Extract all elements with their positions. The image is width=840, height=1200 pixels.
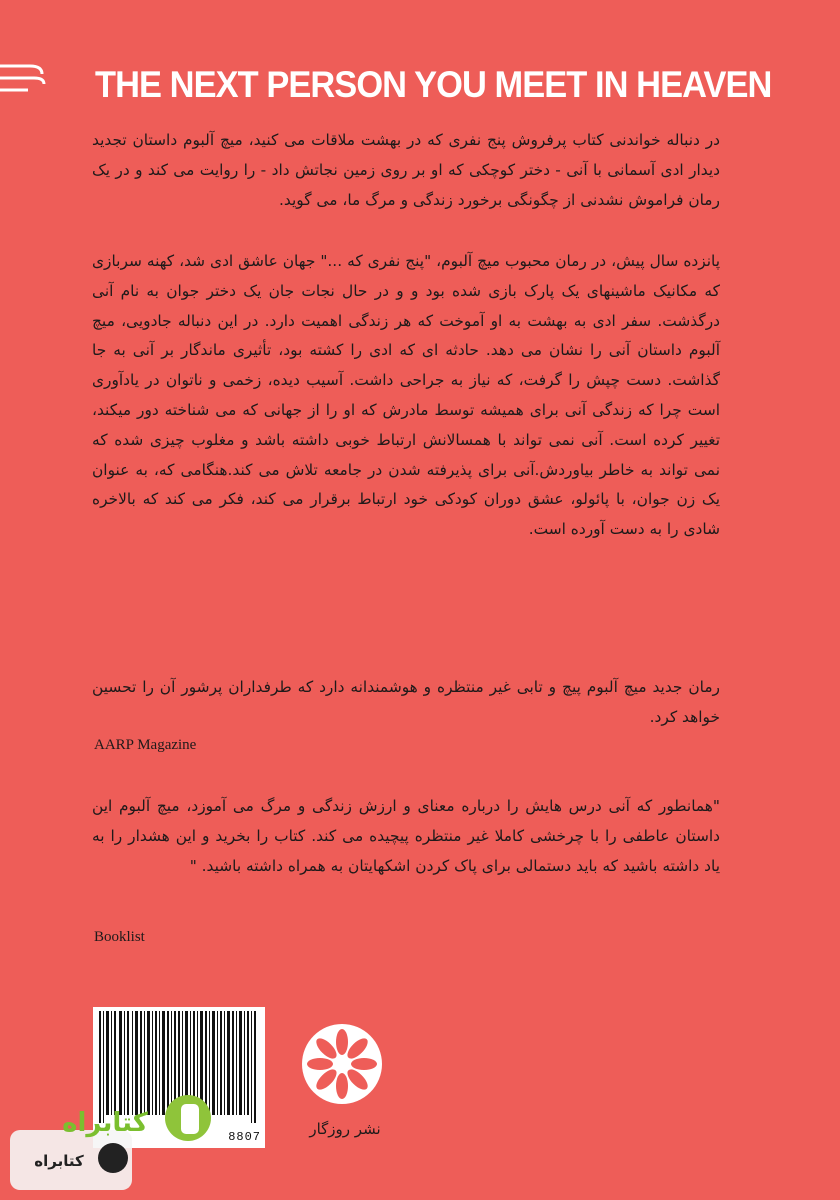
watermark-book-icon	[181, 1104, 199, 1134]
blurb-paragraph-1: در دنباله خواندنی کتاب پرفروش پنج نفری که در بهشت ملاقات می کنید، میچ آلبوم داستان تجدید دیدار ادی آسمانی با آنی - دختر کوچکی که او بر روی زمین نجاتش داد - را روایت می کند و در یک رمان فراموش نشدنی از چگونگی برخورد زندگی و مرگ ما، می گوید.	[92, 131, 720, 209]
barcode-digits: 8807	[228, 1130, 261, 1144]
review-quote-1: رمان جدید میچ آلبوم پیچ و تابی غیر منتظره و هوشمندانه دارد که طرفداران پرشور آن را تحسین خواهد کرد.	[92, 678, 720, 726]
review-source-2: Booklist	[94, 929, 145, 945]
book-title: THE NEXT PERSON YOU MEET IN HEAVEN	[95, 64, 772, 105]
review-quote-2: "همانطور که آنی درس هایش را درباره معنای و ارزش زندگی و مرگ می آموزد، میچ آلبوم این داستان عاطفی را با چرخشی کاملا غیر منتظره پیچیده می کند. کتاب را بخرید و این هشدار را به یاد داشته باشید که باید دستمالی برای پاک کردن اشکهایتان به همراه داشته باشید. "	[92, 797, 720, 875]
blurb-paragraph-2: پانزده سال پیش، در رمان محبوب میچ آلبوم، "پنج نفری که ..." جهان عاشق ادی شد، کهنه سربازی که مکانیک ماشینهای یک پارک بازی شده بود و و در حال نجات جان یک دختر جوان به نام آنی درگذشت. سفر ادی به بهشت به او آموخت که هر زندگی اهمیت دارد. در این دنباله جادویی، میچ آلبوم داستان آنی را نشان می دهد. حادثه ای که ادی را کشته بود، تأثیری ماندگار بر آنی به جا گذاشت. دست چپش را گرفت، که نیاز به جراحی داشت. آسیب دیده، زخمی و ناتوان در یادآوری است چرا که زندگی آنی برای همیشه توسط مادرش که او را از جهانی که می شناخته دور میکند، تغییر کرده است. آنی نمی تواند با همسالانش ارتباط خوبی داشته باشد و مغلوب چیزی شده که نمی تواند به خاطر بیاوردش.آنی برای پذیرفته شدن در جامعه تلاش می کند.هنگامی که، به عنوان یک زن جوان، با پائولو، عشق دوران کودکی خود ارتباط برقرار می کند، فکر می کند که بالاخره شادی را به دست آورده است.	[92, 252, 720, 539]
menu-lines-icon[interactable]	[0, 62, 46, 96]
publisher-name: نشر روزگار	[309, 1120, 381, 1138]
flower-emblem-icon	[298, 1020, 386, 1108]
watermark-text: کتابراه	[62, 1108, 148, 1138]
watermark-small-text: کتابراه	[34, 1152, 84, 1170]
review-source-1: AARP Magazine	[94, 737, 197, 753]
